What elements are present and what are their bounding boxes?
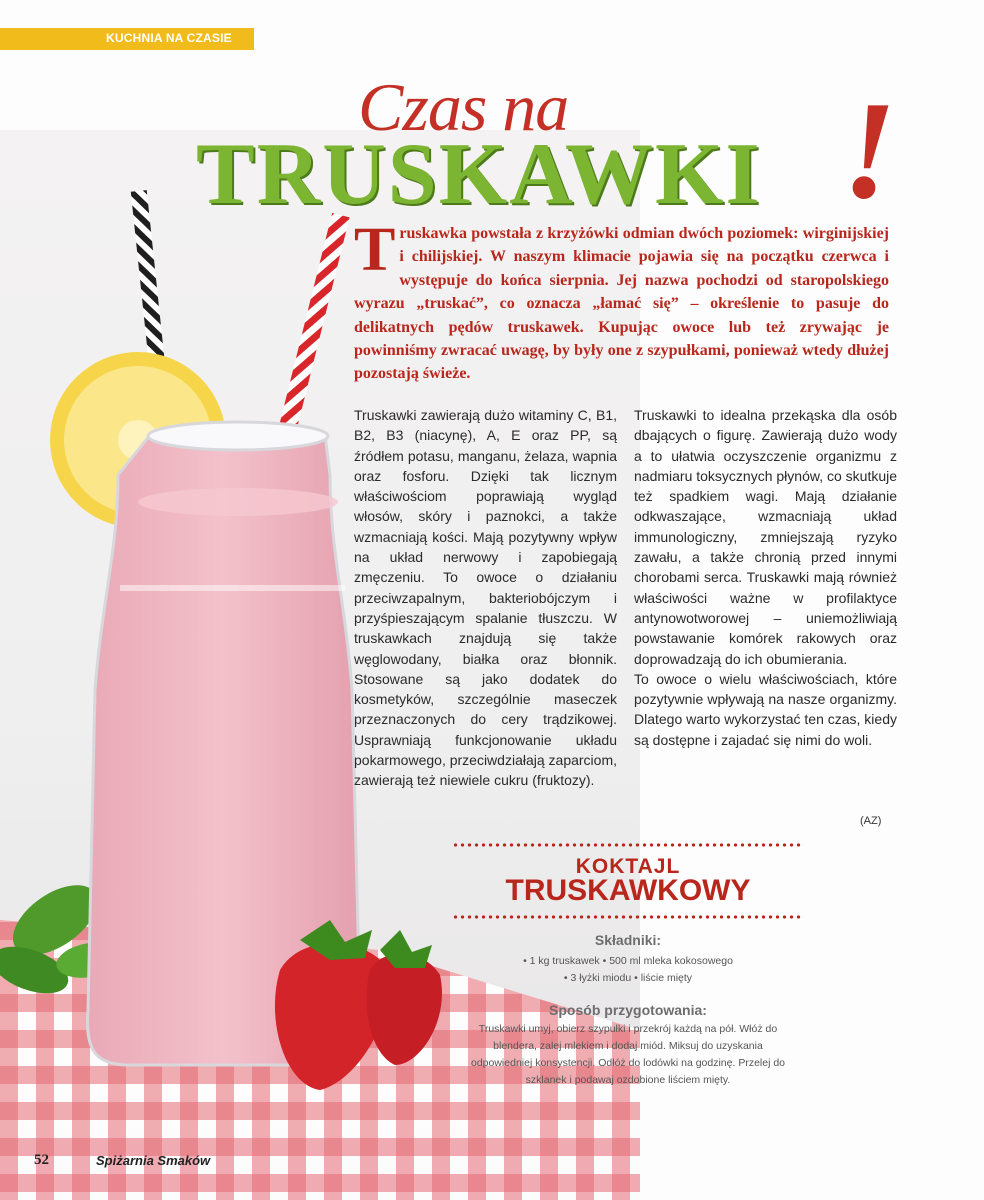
body-column-1: [354, 405, 617, 791]
page-number: 52: [34, 1152, 49, 1168]
body-paragraph: To owoce o wielu właściwościach, które pozytywnie wpływają na nasze organizmy. Dlatego warto wykorzystać ten czas, kiedy są dostępne i zajadać się nimi do woli.: [634, 670, 897, 748]
section-label: KUCHNIA NA CZASIE: [106, 31, 232, 45]
lead-text: ruskawka powstała z krzyżówki odmian dwóch poziomek: wirginijskiej i chilijskiej. W naszym klimacie pojawia się na początku czerwca i występuje do końca sierpnia. Jej nazwa pochodzi od staropolskiego wyrazu „truskać”, co oznacza „łamać się” – określenie to pasuje do delikatnych pędów truskawek. Kupując owoce lub też zrywając je powinniśmy zwracać uwagę, by były one z szypułkami, ponieważ wtedy dłużej pozostają świeże.: [354, 225, 889, 383]
dotted-divider: [452, 843, 804, 847]
body-column-2: [634, 405, 897, 750]
title-exclamation: !: [842, 73, 897, 228]
body-paragraph: Truskawki to idealna przekąska dla osób dbających o figurę. Zawierają dużo wody a to ułatwia oczyszczenie organizmu z nadmiaru toksycznych płynów, co skutkuje też spadkiem wagi. Mają działanie odkwaszające, wzmacniają układ immunologiczny, zmniejszają ryzyko zawału, a także chronią przed innymi chorobami serca. Truskawki mają również właściwości ważne w profilaktyce antynowotworowej – uniemożliwiają powstawanie komórek rakowych oraz doprowadzają do ich obumierania.: [634, 407, 898, 667]
title-script: Czas na: [358, 69, 569, 145]
magazine-name: Spiżarnia Smaków: [96, 1153, 211, 1168]
dropcap: T: [354, 216, 396, 284]
method-text: Truskawki umyj, obierz szypułki i przekrój każdą na pół. Włóż do blendera, zalej mlekiem i dodaj miód. Miksuj do uzyskania odpowiedniej konsystencji. Odłóż do lodówki na godzinę. Przelej do szklanek i podawaj ozdobione liściem mięty.: [470, 1023, 786, 1086]
dotted-divider: [452, 915, 804, 919]
body-paragraph: Truskawki zawierają dużo witaminy C, B1, B2, B3 (niacynę), A, E oraz PP, są źródłem potasu, manganu, żelaza, wapnia oraz fosforu. Dzięki tak licznym właściwościom poprawiają wygląd włosów, skóry i paznokci, a także wzmacniają kości. Mają pozytywny wpływ na układ nerwowy i zapobiegają zmęczeniu. To owoce o działaniu przeciwzapalnym, bakteriobójczym i przyśpieszającym spalanie tłuszczu. W truskawkach znajdują się także węglowodany, białka oraz błonnik. Stosowane są jako dodatek do kosmetyków, szczególnie maseczek przeznaczonych do cery trądzikowej. Usprawniają funkcjonowanie układu pokarmowego, przeciwdziałają zaparciom, zawierają też niewiele cukru (fruktozy).: [354, 407, 618, 789]
lead-paragraph: [354, 216, 889, 386]
author-signature: (AZ): [860, 815, 882, 827]
ingredients-line: • 3 łyżki miodu • liście mięty: [563, 972, 693, 984]
ingredients-line: • 1 kg truskawek • 500 ml mleka kokosowego: [523, 955, 733, 967]
ingredients-heading: Składniki:: [594, 932, 662, 948]
title-main: TRUSKAWKI: [196, 126, 762, 223]
recipe-title-big: TRUSKAWKOWY: [505, 874, 751, 907]
method-heading: Sposób przygotowania:: [549, 1002, 707, 1018]
recipe-title-small: KOKTAJL: [575, 855, 681, 878]
